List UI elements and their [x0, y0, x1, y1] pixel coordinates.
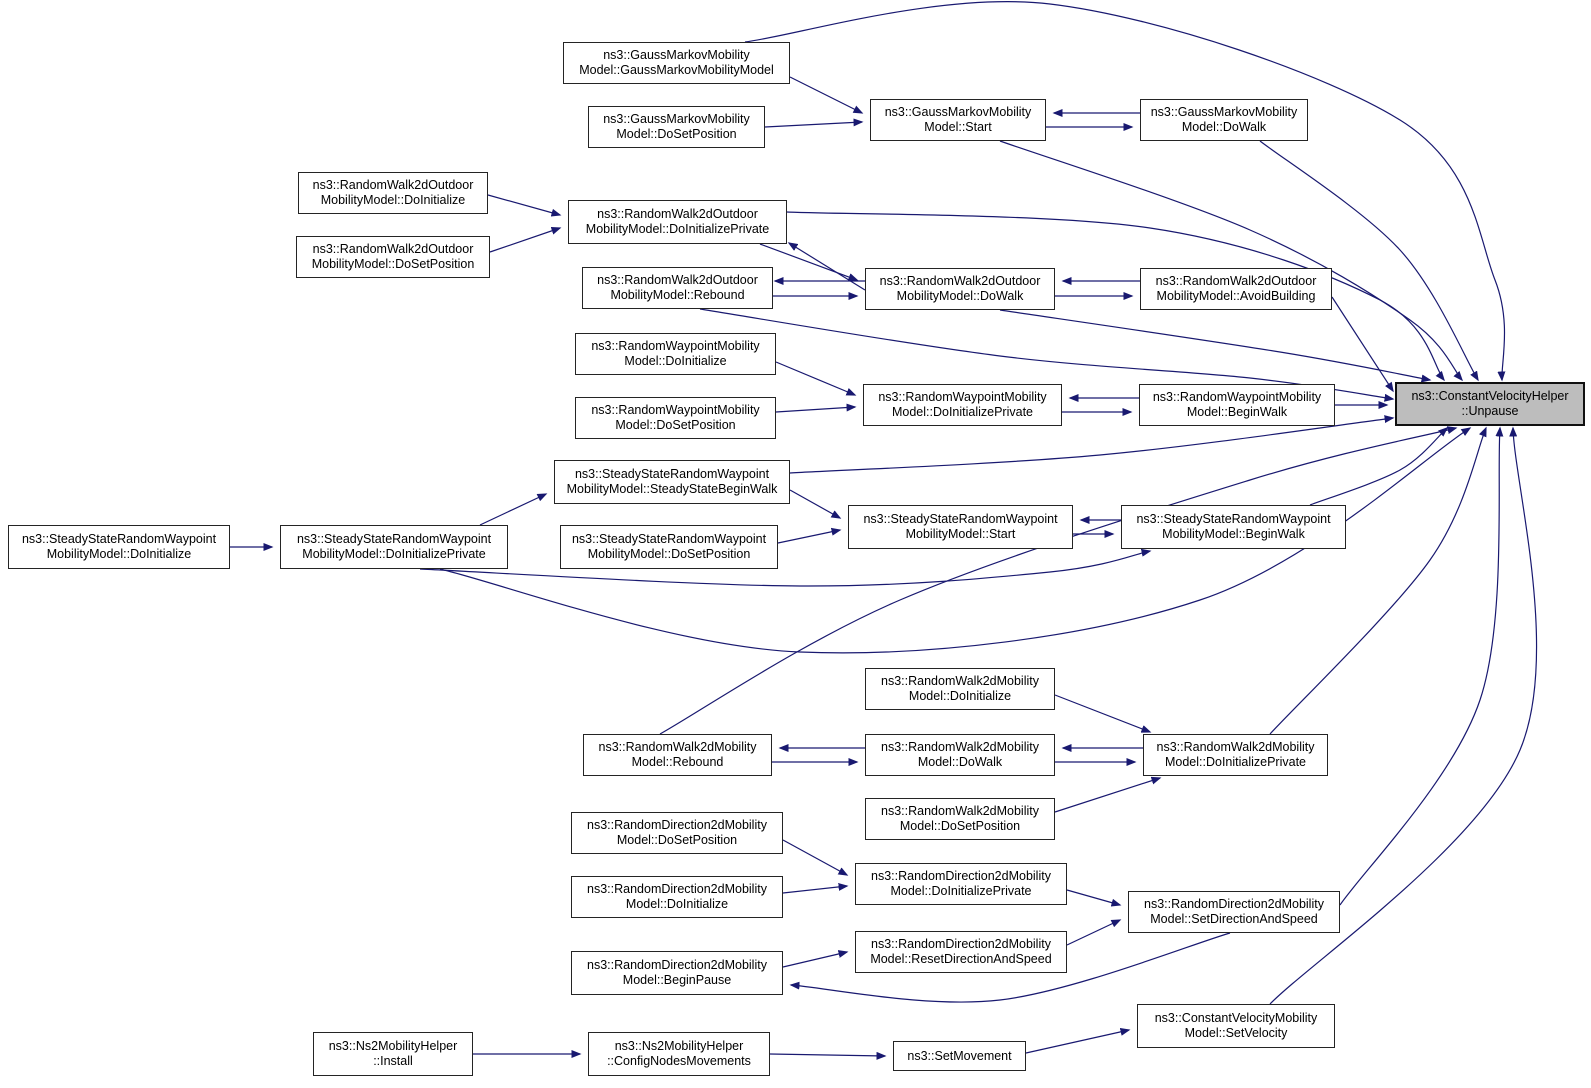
node-label-line: MobilityModel::DoSetPosition: [311, 257, 475, 271]
node-label-line: ns3::RandomWalk2dOutdoor: [312, 242, 474, 256]
node-label-line: ns3::RandomWaypointMobility: [591, 339, 760, 353]
node-rwo_rebound[interactable]: [582, 267, 773, 309]
node-label-line: MobilityModel::AvoidBuilding: [1156, 289, 1316, 303]
node-label-line: ns3::SteadyStateRandomWaypoint: [296, 532, 492, 546]
node-label-line: ns3::RandomWalk2dMobility: [1156, 740, 1315, 754]
node-label-line: Model::DoInitialize: [624, 354, 727, 368]
node-rd2_doinit[interactable]: [571, 876, 783, 918]
node-label-line: ns3::RandomWalk2dMobility: [881, 740, 1039, 754]
node-rwp_doinitpriv[interactable]: [863, 384, 1062, 426]
node-label-line: MobilityModel::DoWalk: [896, 289, 1024, 303]
node-rw2_doinit[interactable]: [865, 668, 1055, 710]
node-label-line: ns3::Ns2MobilityHelper: [328, 1039, 458, 1053]
node-ss_start[interactable]: [848, 505, 1073, 549]
node-label-line: Model::DoWalk: [1181, 120, 1267, 134]
node-gm_start[interactable]: [870, 99, 1046, 141]
node-label-line: ns3::RandomWaypointMobility: [1152, 390, 1322, 404]
node-label-line: ns3::SteadyStateRandomWaypoint: [863, 512, 1058, 526]
node-label-line: ns3::RandomWalk2dOutdoor: [312, 178, 474, 192]
node-label-line: Model::BeginWalk: [1186, 405, 1288, 419]
node-label-line: ns3::RandomWaypointMobility: [878, 390, 1047, 404]
node-label-line: ns3::GaussMarkovMobility: [603, 112, 750, 126]
node-rwo_doinit[interactable]: [298, 172, 488, 214]
node-rd2_beginpause[interactable]: [571, 951, 783, 995]
node-ns2_confignodes[interactable]: [588, 1032, 770, 1076]
node-label-line: ns3::ConstantVelocityMobility: [1154, 1011, 1318, 1025]
node-label-line: ns3::SteadyStateRandomWaypoint: [571, 532, 767, 546]
node-label-line: MobilityModel::BeginWalk: [1162, 527, 1305, 541]
node-ss_ssbeginwalk[interactable]: [554, 460, 790, 504]
node-label-line: Model::ResetDirectionAndSpeed: [870, 952, 1052, 966]
node-label-line: ns3::RandomWaypointMobility: [591, 403, 760, 417]
node-label-line: ns3::RandomDirection2dMobility: [587, 958, 767, 972]
node-label-line: Model::DoSetPosition: [899, 819, 1021, 833]
node-label-line: Model::GaussMarkovMobilityModel: [579, 63, 774, 77]
node-label-line: Model::DoWalk: [917, 755, 1003, 769]
node-label-line: Model::DoInitialize: [625, 897, 729, 911]
node-label-line: Model::DoSetPosition: [615, 418, 736, 432]
node-label-line: Model::Rebound: [631, 755, 724, 769]
node-rd2_dosetpos[interactable]: [571, 812, 783, 854]
node-label-line: ns3::RandomDirection2dMobility: [871, 869, 1051, 883]
node-ns2_install[interactable]: [313, 1032, 473, 1076]
node-label-line: ns3::SteadyStateRandomWaypoint: [21, 532, 217, 546]
node-label-line: ns3::GaussMarkovMobility: [884, 105, 1032, 119]
node-rw2_dowalk[interactable]: [865, 734, 1055, 776]
node-label-line: ns3::RandomDirection2dMobility: [587, 818, 767, 832]
node-label-line: Model::DoSetPosition: [616, 833, 738, 847]
node-label-line: Model::SetVelocity: [1184, 1026, 1288, 1040]
node-label-line: ::Unpause: [1461, 404, 1519, 418]
node-setmovement[interactable]: [893, 1041, 1026, 1071]
node-label-line: ns3::GaussMarkovMobility: [1150, 105, 1298, 119]
node-label-line: ns3::GaussMarkovMobility: [603, 48, 750, 62]
node-rwp_doinit[interactable]: [575, 333, 776, 375]
node-rd2_setdir[interactable]: [1128, 891, 1340, 933]
node-rd2_doinitpriv[interactable]: [855, 863, 1067, 905]
node-label-line: ns3::SteadyStateRandomWaypoint: [574, 467, 770, 481]
node-label-line: ns3::RandomWalk2dMobility: [881, 804, 1039, 818]
node-label-line: ns3::RandomWalk2dOutdoor: [1155, 274, 1317, 288]
node-label-line: ns3::RandomWalk2dOutdoor: [879, 274, 1041, 288]
node-gm_dosetpos[interactable]: [588, 106, 765, 148]
node-label-line: Model::DoSetPosition: [616, 127, 737, 141]
node-label-line: MobilityModel::Rebound: [610, 288, 745, 302]
node-label-line: ns3::RandomDirection2dMobility: [587, 882, 767, 896]
node-rw2_dosetpos[interactable]: [865, 798, 1055, 840]
node-gm_ctor[interactable]: [563, 42, 790, 84]
node-label-line: ns3::RandomDirection2dMobility: [1144, 897, 1324, 911]
node-rwp_dosetpos[interactable]: [575, 397, 776, 439]
node-label-line: MobilityModel::DoInitializePrivate: [302, 547, 486, 561]
node-label-line: Model::BeginPause: [622, 973, 732, 987]
node-label-line: Model::SetDirectionAndSpeed: [1150, 912, 1318, 926]
node-rwo_doinitpriv[interactable]: [568, 200, 787, 244]
node-label-line: ::Install: [373, 1054, 413, 1068]
node-unpause: [1395, 382, 1585, 426]
node-label-line: MobilityModel::SteadyStateBeginWalk: [566, 482, 778, 496]
node-label-line: Model::DoInitializePrivate: [1164, 755, 1307, 769]
node-label-line: ns3::Ns2MobilityHelper: [614, 1039, 744, 1053]
node-label-line: ns3::RandomWalk2dMobility: [881, 674, 1039, 688]
node-rwp_beginwalk[interactable]: [1139, 384, 1335, 426]
node-rwo_dosetpos[interactable]: [296, 236, 490, 278]
node-label-line: Model::DoInitializePrivate: [891, 405, 1034, 419]
node-gm_dowalk[interactable]: [1140, 99, 1308, 141]
node-ss_beginwalk[interactable]: [1121, 505, 1346, 549]
node-rd2_reset[interactable]: [855, 931, 1067, 973]
node-label-line: Model::DoInitializePrivate: [890, 884, 1032, 898]
node-label-line: MobilityModel::Start: [905, 527, 1016, 541]
node-ss_doinit[interactable]: [8, 525, 230, 569]
node-rw2_rebound[interactable]: [583, 734, 772, 776]
node-label-line: MobilityModel::DoInitializePrivate: [585, 222, 770, 236]
node-label-line: Model::DoInitialize: [908, 689, 1012, 703]
node-rw2_doinitpriv[interactable]: [1143, 734, 1328, 776]
node-label-line: ns3::ConstantVelocityHelper: [1411, 389, 1569, 403]
node-label-line: ns3::RandomDirection2dMobility: [871, 937, 1051, 951]
node-label-line: ns3::RandomWalk2dOutdoor: [597, 273, 758, 287]
node-label-line: ns3::SetMovement: [907, 1048, 1012, 1063]
node-label-line: ::ConfigNodesMovements: [607, 1054, 751, 1068]
node-rwo_dowalk[interactable]: [865, 268, 1055, 310]
node-label-line: ns3::RandomWalk2dOutdoor: [597, 207, 758, 221]
node-label-line: ns3::SteadyStateRandomWaypoint: [1136, 512, 1331, 526]
node-ss_doinitpriv[interactable]: [280, 525, 508, 569]
node-rwo_avoid[interactable]: [1140, 268, 1332, 310]
node-label-line: Model::Start: [924, 120, 992, 134]
node-label-line: MobilityModel::DoSetPosition: [587, 547, 751, 561]
node-label-line: MobilityModel::DoInitialize: [46, 547, 192, 561]
node-label-line: MobilityModel::DoInitialize: [320, 193, 466, 207]
node-cv_setvel[interactable]: [1137, 1004, 1335, 1048]
node-label-line: ns3::RandomWalk2dMobility: [598, 740, 757, 754]
node-ss_dosetpos[interactable]: [560, 525, 778, 569]
